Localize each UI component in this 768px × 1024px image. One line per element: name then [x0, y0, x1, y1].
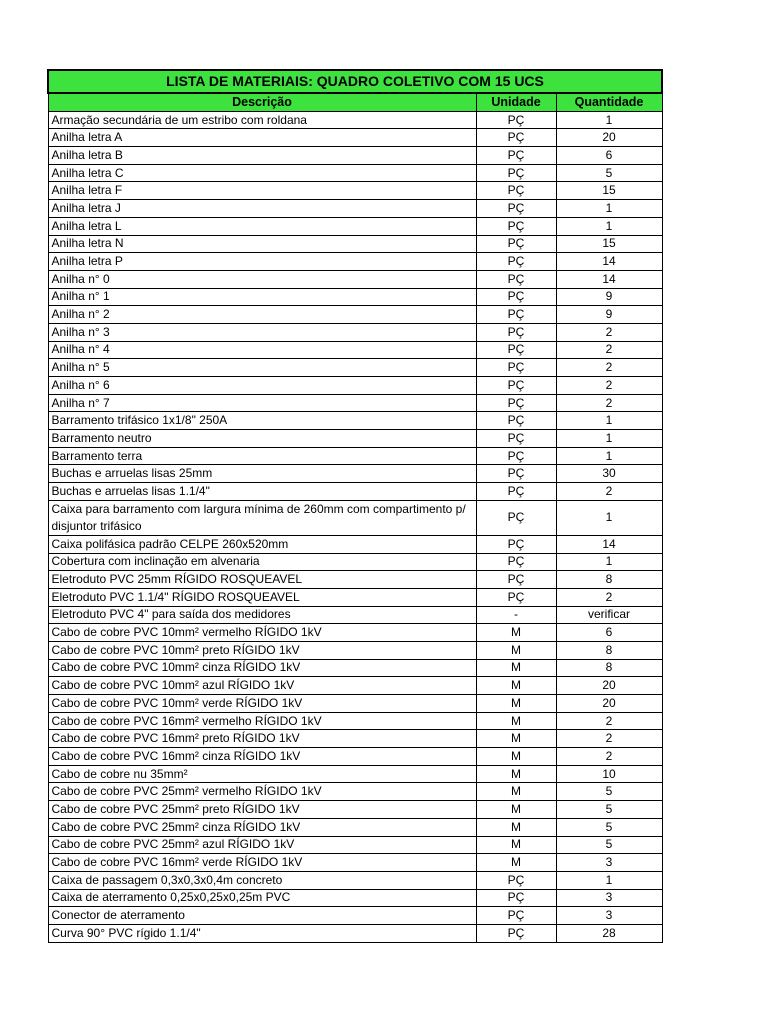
- row-quantity: 8: [556, 641, 662, 659]
- row-quantity: 2: [556, 712, 662, 730]
- row-description: Cabo de cobre PVC 10mm² azul RÍGIDO 1kV: [48, 677, 476, 695]
- row-unit: M: [476, 836, 556, 854]
- row-quantity: 30: [556, 465, 662, 483]
- row-quantity: 9: [556, 288, 662, 306]
- table-row: [48, 889, 662, 907]
- table-row: [48, 695, 662, 713]
- row-unit: PÇ: [476, 200, 556, 218]
- table-row: [48, 712, 662, 730]
- row-unit: PÇ: [476, 359, 556, 377]
- table-row: [48, 748, 662, 766]
- table-row: [48, 111, 662, 129]
- materials-table: [47, 69, 663, 943]
- row-quantity: 5: [556, 801, 662, 819]
- row-unit: PÇ: [476, 306, 556, 324]
- row-quantity: 1: [556, 200, 662, 218]
- table-row: [48, 270, 662, 288]
- row-quantity: 1: [556, 871, 662, 889]
- row-description: Cabo de cobre PVC 25mm² preto RÍGIDO 1kV: [48, 801, 476, 819]
- row-description: Anilha letra A: [48, 129, 476, 147]
- row-quantity: 20: [556, 695, 662, 713]
- row-unit: PÇ: [476, 483, 556, 501]
- row-description: Cabo de cobre PVC 10mm² preto RÍGIDO 1kV: [48, 641, 476, 659]
- row-quantity: 3: [556, 907, 662, 925]
- row-description: Barramento neutro: [48, 430, 476, 448]
- row-description: Anilha n° 6: [48, 377, 476, 395]
- row-quantity: 1: [556, 553, 662, 571]
- table-row: [48, 730, 662, 748]
- row-unit: PÇ: [476, 535, 556, 553]
- row-unit: PÇ: [476, 430, 556, 448]
- row-quantity: 2: [556, 394, 662, 412]
- row-description: Barramento terra: [48, 447, 476, 465]
- row-description: Anilha letra C: [48, 164, 476, 182]
- row-quantity: 1: [556, 430, 662, 448]
- row-description: Cabo de cobre PVC 16mm² verde RÍGIDO 1kV: [48, 854, 476, 872]
- row-unit: M: [476, 712, 556, 730]
- row-unit: PÇ: [476, 270, 556, 288]
- header-description: Descrição: [48, 93, 476, 111]
- table-row: [48, 836, 662, 854]
- row-description: Anilha n° 1: [48, 288, 476, 306]
- table-row: [48, 288, 662, 306]
- title-row: [48, 70, 662, 93]
- table-row: [48, 341, 662, 359]
- row-quantity: 1: [556, 111, 662, 129]
- row-description: Buchas e arruelas lisas 25mm: [48, 465, 476, 483]
- row-unit: PÇ: [476, 182, 556, 200]
- row-quantity: 2: [556, 588, 662, 606]
- row-description: Cabo de cobre PVC 10mm² vermelho RÍGIDO 1kV: [48, 624, 476, 642]
- header-row: [48, 93, 662, 111]
- row-unit: PÇ: [476, 147, 556, 165]
- table-row: [48, 659, 662, 677]
- row-description: Anilha letra P: [48, 253, 476, 271]
- row-unit: PÇ: [476, 571, 556, 589]
- table-row: [48, 306, 662, 324]
- row-description: Curva 90° PVC rígido 1.1/4": [48, 924, 476, 942]
- row-quantity: 8: [556, 571, 662, 589]
- row-unit: PÇ: [476, 394, 556, 412]
- row-unit: M: [476, 659, 556, 677]
- table-body: [48, 111, 662, 942]
- table-row: [48, 129, 662, 147]
- row-unit: PÇ: [476, 553, 556, 571]
- row-description: Anilha n° 7: [48, 394, 476, 412]
- row-quantity: 28: [556, 924, 662, 942]
- row-description: Anilha letra F: [48, 182, 476, 200]
- row-description: Cabo de cobre PVC 16mm² preto RÍGIDO 1kV: [48, 730, 476, 748]
- row-unit: PÇ: [476, 447, 556, 465]
- row-quantity: 2: [556, 730, 662, 748]
- row-unit: PÇ: [476, 164, 556, 182]
- row-description: Armação secundária de um estribo com roldana: [48, 111, 476, 129]
- table-row: [48, 571, 662, 589]
- table-row: [48, 147, 662, 165]
- row-quantity: 5: [556, 818, 662, 836]
- table-title: LISTA DE MATERIAIS: QUADRO COLETIVO COM 15 UCS: [48, 70, 662, 93]
- row-quantity: verificar: [556, 606, 662, 624]
- table-row: [48, 871, 662, 889]
- row-description: Cabo de cobre PVC 16mm² cinza RÍGIDO 1kV: [48, 748, 476, 766]
- table-row: [48, 854, 662, 872]
- row-description: Caixa polifásica padrão CELPE 260x520mm: [48, 535, 476, 553]
- row-description: Eletroduto PVC 25mm RÍGIDO ROSQUEAVEL: [48, 571, 476, 589]
- row-unit: M: [476, 854, 556, 872]
- row-description: Caixa para barramento com largura mínima de 260mm com compartimento p/ disjuntor trifásico: [48, 500, 476, 535]
- table-row: [48, 924, 662, 942]
- header-unit: Unidade: [476, 93, 556, 111]
- table-row: [48, 394, 662, 412]
- row-unit: PÇ: [476, 129, 556, 147]
- row-description: Anilha n° 0: [48, 270, 476, 288]
- row-unit: PÇ: [476, 377, 556, 395]
- table-row: [48, 624, 662, 642]
- table-row: [48, 323, 662, 341]
- row-description: Caixa de passagem 0,3x0,3x0,4m concreto: [48, 871, 476, 889]
- row-unit: PÇ: [476, 924, 556, 942]
- row-unit: PÇ: [476, 588, 556, 606]
- row-unit: PÇ: [476, 341, 556, 359]
- row-description: Anilha letra L: [48, 217, 476, 235]
- row-description: Eletroduto PVC 1.1/4" RÍGIDO ROSQUEAVEL: [48, 588, 476, 606]
- row-description: Anilha n° 3: [48, 323, 476, 341]
- row-quantity: 2: [556, 748, 662, 766]
- table-row: [48, 253, 662, 271]
- row-unit: PÇ: [476, 235, 556, 253]
- row-quantity: 14: [556, 535, 662, 553]
- row-description: Cabo de cobre PVC 10mm² cinza RÍGIDO 1kV: [48, 659, 476, 677]
- row-unit: M: [476, 695, 556, 713]
- row-description: Cabo de cobre PVC 25mm² vermelho RÍGIDO 1kV: [48, 783, 476, 801]
- table-row: [48, 483, 662, 501]
- row-description: Anilha letra J: [48, 200, 476, 218]
- table-row: [48, 200, 662, 218]
- row-unit: PÇ: [476, 500, 556, 535]
- table-row: [48, 641, 662, 659]
- row-quantity: 15: [556, 182, 662, 200]
- table-row: [48, 359, 662, 377]
- row-quantity: 5: [556, 836, 662, 854]
- row-quantity: 10: [556, 765, 662, 783]
- row-description: Anilha n° 4: [48, 341, 476, 359]
- row-unit: PÇ: [476, 465, 556, 483]
- table-row: [48, 801, 662, 819]
- row-quantity: 20: [556, 677, 662, 695]
- row-unit: PÇ: [476, 288, 556, 306]
- row-description: Anilha n° 5: [48, 359, 476, 377]
- row-unit: M: [476, 765, 556, 783]
- row-description: Conector de aterramento: [48, 907, 476, 925]
- header-quantity: Quantidade: [556, 93, 662, 111]
- row-quantity: 6: [556, 147, 662, 165]
- row-description: Buchas e arruelas lisas 1.1/4": [48, 483, 476, 501]
- row-unit: M: [476, 677, 556, 695]
- row-quantity: 2: [556, 341, 662, 359]
- row-unit: PÇ: [476, 889, 556, 907]
- row-description: Eletroduto PVC 4" para saída dos medidores: [48, 606, 476, 624]
- row-quantity: 5: [556, 164, 662, 182]
- row-quantity: 1: [556, 447, 662, 465]
- table-row: [48, 182, 662, 200]
- table-row: [48, 588, 662, 606]
- row-quantity: 2: [556, 359, 662, 377]
- table-row: [48, 553, 662, 571]
- row-description: Cabo de cobre PVC 25mm² cinza RÍGIDO 1kV: [48, 818, 476, 836]
- table-row: [48, 164, 662, 182]
- row-unit: M: [476, 641, 556, 659]
- row-quantity: 6: [556, 624, 662, 642]
- row-description: Cabo de cobre PVC 10mm² verde RÍGIDO 1kV: [48, 695, 476, 713]
- row-quantity: 14: [556, 253, 662, 271]
- row-unit: PÇ: [476, 253, 556, 271]
- row-quantity: 15: [556, 235, 662, 253]
- row-unit: PÇ: [476, 871, 556, 889]
- row-quantity: 20: [556, 129, 662, 147]
- table-row: [48, 430, 662, 448]
- row-quantity: 5: [556, 783, 662, 801]
- table-row: [48, 465, 662, 483]
- row-description: Cabo de cobre PVC 16mm² vermelho RÍGIDO 1kV: [48, 712, 476, 730]
- row-unit: M: [476, 801, 556, 819]
- table-row: [48, 535, 662, 553]
- row-unit: PÇ: [476, 217, 556, 235]
- row-unit: PÇ: [476, 323, 556, 341]
- table-row: [48, 235, 662, 253]
- table-row: [48, 606, 662, 624]
- table-row: [48, 818, 662, 836]
- table-row: [48, 765, 662, 783]
- table-row: [48, 217, 662, 235]
- table-row: [48, 412, 662, 430]
- row-unit: M: [476, 730, 556, 748]
- row-unit: M: [476, 748, 556, 766]
- table-row: [48, 500, 662, 535]
- row-unit: M: [476, 624, 556, 642]
- row-quantity: 2: [556, 323, 662, 341]
- row-description: Caixa de aterramento 0,25x0,25x0,25m PVC: [48, 889, 476, 907]
- row-unit: PÇ: [476, 907, 556, 925]
- row-quantity: 14: [556, 270, 662, 288]
- table-row: [48, 447, 662, 465]
- table-row: [48, 677, 662, 695]
- row-description: Cobertura com inclinação em alvenaria: [48, 553, 476, 571]
- row-quantity: 1: [556, 500, 662, 535]
- table-row: [48, 783, 662, 801]
- row-quantity: 1: [556, 217, 662, 235]
- row-quantity: 1: [556, 412, 662, 430]
- row-quantity: 2: [556, 483, 662, 501]
- row-description: Anilha letra N: [48, 235, 476, 253]
- row-unit: PÇ: [476, 111, 556, 129]
- table-row: [48, 377, 662, 395]
- row-unit: M: [476, 783, 556, 801]
- row-description: Barramento trifásico 1x1/8" 250A: [48, 412, 476, 430]
- row-description: Anilha n° 2: [48, 306, 476, 324]
- row-description: Anilha letra B: [48, 147, 476, 165]
- row-quantity: 3: [556, 854, 662, 872]
- row-unit: M: [476, 818, 556, 836]
- row-description: Cabo de cobre PVC 25mm² azul RÍGIDO 1kV: [48, 836, 476, 854]
- table-row: [48, 907, 662, 925]
- row-unit: PÇ: [476, 412, 556, 430]
- row-quantity: 3: [556, 889, 662, 907]
- row-quantity: 8: [556, 659, 662, 677]
- row-description: Cabo de cobre nu 35mm²: [48, 765, 476, 783]
- row-quantity: 9: [556, 306, 662, 324]
- row-unit: -: [476, 606, 556, 624]
- row-quantity: 2: [556, 377, 662, 395]
